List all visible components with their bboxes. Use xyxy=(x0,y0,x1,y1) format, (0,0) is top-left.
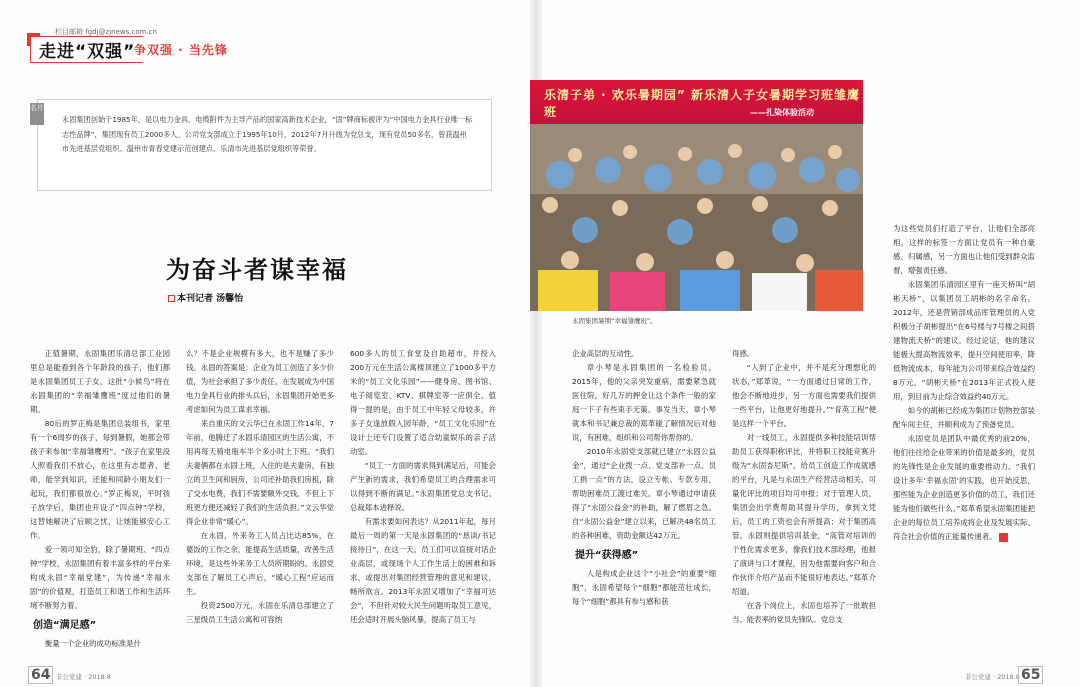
byline-text: 本刊记者 汤馨怡 xyxy=(177,294,244,304)
paragraph: 得感。 xyxy=(732,349,755,358)
photo-caption: 永固集团暑期“幸福雏鹰班”。 xyxy=(572,317,657,325)
section-heading: 创造“满足感” xyxy=(33,620,97,631)
profile-text: 永固集团创始于1985年，是以电力金具、电缆附件为主导产品的国家高新技术企业，“固”牌商标被评为“中国电力金具行业唯一标志性品牌”，集团现有员工2000多人。公司党支部成立于1995年10月，2012年7月升级为党总支，现有党员50多名，曾获温州市先进基层党组织、温州市青春党建示范创建点、乐清市先进基层党组织等荣誉。 xyxy=(62,115,473,153)
paragraph: 2010年永固党支部就已建立“永固公益金”，通过“企业拨一点、党支部补一点、员工捐一点”的方法，设立专帐、专款专用，帮助困难员工渡过难关。章小琴通过申请获得了“永固公益金”的补助，解了燃眉之急。自“永固公益金”建立以来，已解决48名员工的各种困难，资助金额达42万元。 xyxy=(572,447,716,540)
byline xyxy=(168,291,243,304)
paragraph: 章小琴是永固集团的一名检验员，2015年，他的父亲突发重病，需要紧急就医住院，好几万的押金让这个条件一般的家庭一下子有些束手无策。事发当天，章小琴就本和书记兼总裁的郑革碰了解情况后对他说，有困难，组织和公司帮你帮你的。 xyxy=(572,363,716,442)
paragraph: 正值暑期，永固集团乐清总部工业园里总是能看到各个年龄段的孩子，他们都是永固集团员工子女，这批“小候鸟”将在永固集团的“幸福雏鹰班”度过他们的暑期。 xyxy=(30,349,170,414)
text-column-3 xyxy=(350,347,496,627)
paragraph: 600多人的员工食堂及自助超市，并投入200万元在生活公寓楼顶建立了1000多平方米的“员工文化乐园”——健身房、图书馆、电子阅览室、KTV、棋牌室等一应俱全。值得一提的是，由于员工中年轻父母较多，许多子女逢放假入园年龄，“员工文化乐园”在设计上还专门设置了适合幼童娱乐的亲子活动室。 xyxy=(350,349,496,456)
paragraph: 企业高层的互动性。 xyxy=(572,349,639,358)
paragraph: 80后的罗正梅是集团总装组书，家里有一个6周岁的孩子，每到暑假，她都会带孩子来参加“幸福雏鹰班”。“孩子在家里没人照看我们不放心，在这里有志愿者、老师，能学到知识，还能和同龄小朋友们一起玩，我们都很放心。”罗正梅说，平时孩子放学后，集团也开设了“四点钟”学校，这替她解决了后顾之忧，让她能够安心工作。 xyxy=(30,419,170,540)
photo-banner-text: 乐清子弟 · 欢乐暑期园” 新乐清人子女暑期学习班雏鹰班 xyxy=(544,88,860,119)
page-number-right: 65 xyxy=(1018,666,1043,684)
paragraph: 投资2500万元，永固在乐清总部建立了三星级员工生活公寓和可容纳 xyxy=(186,601,334,624)
paragraph: 衡量一个企业的成功标准是什 xyxy=(44,639,141,648)
paragraph: 有需求要如何表达？从2011年起，每月最后一周的第一天是永固集团的“恳谈/书记接待日”，在这一天，员工们可以直接对话企业高层，或现场个人工作生活上的困难和诉求，或提出对集团经营管理的意见和建议，畅所欲言。2013年永固又增加了“幸福可达会”，不但针对较大民生问题听取员工意见，还会适时开展头脑风暴，提高了员工与 xyxy=(350,517,496,624)
paragraph: 对一线员工，永固提供多种技能培训帮助员工获得职称评比，并将职工技能竞赛升级为“永固杏尼斯”，给员工创造工作成就感的平台，凡是与永固生产经营活动相关，可量化评比的项目均可申报；对于管理人员，集团会出学费帮助其提升学历，拿到文凭后，员工的工资也会有所提高；对于集团高管，永固则提供培训基金，“高管对培训的个性化需求更多，像我们技术部经理，他报了演讲与口才课程，因为他需要向客户和合作伙伴介绍产品而不能很好地表达。”郑革介绍道。 xyxy=(732,433,876,596)
section-title: 走进“双强” xyxy=(39,42,136,62)
text-column-1 xyxy=(30,347,170,651)
section-slogan: 争双强 · 当先锋 xyxy=(134,43,228,57)
text-column-4 xyxy=(572,347,716,609)
photo-banner-sub: ——扎染体验活动 xyxy=(750,108,814,117)
paragraph: 么？不是企业规模有多大，也不是赚了多少钱。永固的答案是：企业为员工创造了多少价值，为社会承担了多少责任。在发展成为中国电力金具行业的排头兵后，永固集团开始更多考虑如何为员工谋求幸福。 xyxy=(186,349,334,414)
paragraph xyxy=(893,432,1035,544)
paragraph: 人是构成企业这个“小社会”的重要“细胞”，永固希望每个“细胞”都能茁壮成长，每个“细胞”都具有参与感和获 xyxy=(572,569,716,606)
column-mail: 栏目邮箱 fgdj@zjnews.com.cn xyxy=(55,28,157,36)
magazine-name-left: 非公党建 · 2018.8 xyxy=(56,673,111,681)
paragraph: 爱一领可知全豹，除了暑期班、“四点钟”学校，永固集团有着丰富多样的平台来构成永固“幸福党建”，为传递“幸福永固”的价值观，打造员工和谐工作和生活环境不断努力着。 xyxy=(30,545,170,610)
paragraph-text: 永固党员是团队中最优秀的前20%，他们往往给企业带来的价值是最多的，党员的先锋性是企业发展的重要推动力。“我们设计多年‘幸福永固’的实践，也开始反思，那些能为企业创造更多价值的员工，我们还能为他们做些什么。”郑革希望永固集团能把企业的每位员工培养成将企业及发展实际、符合社会价值的正能量传递者。 xyxy=(893,434,1035,541)
profile-tag: 名片 xyxy=(30,103,44,125)
page-number-left: 64 xyxy=(28,666,53,684)
magazine-name-right: 非公党建 · 2018.8 xyxy=(965,673,1020,681)
text-column-6 xyxy=(893,222,1035,544)
paragraph: 来自重庆的文云华已在永固工作14年，7年前，他腾迁了永固乐清园区的生活公寓，不用再每天骑电瓶车半个多小时上下班。“我们夫妻俩都在永固上班，入住的是夫妻房，有独立的卫生间和厨房，公司还补助我们房租，除了交水电费，我们不需要额外交钱，不但上下班更方便还减轻了我们的生活负担。”文云华觉得企业非常“暖心”。 xyxy=(186,419,334,526)
children-group-illustration xyxy=(530,80,863,311)
end-mark xyxy=(999,533,1008,542)
article-photo xyxy=(530,80,863,311)
paragraph: 永固集团乐清园区里有一座天桥叫“胡彬天桥”，以集团员工胡彬的名字命名。2012年，还是营销部成品库管理员的入党积极分子胡彬提出“在6号楼与7号楼之间搭建物流天桥”的建议。经过论证，他的建议能极大提高物流效率，提升空间使用率，降低物流成本，每年能为公司带来综合效益约8万元。“胡彬天桥”在2013年正式投入使用，到目前为止综合效益约40万元。 xyxy=(893,280,1035,401)
text-column-5 xyxy=(732,347,876,627)
paragraph: 如今的胡彬已经成为集团计划物控部装配车间主任，并顺利成为了预备党员。 xyxy=(893,406,1035,429)
text-column-2 xyxy=(186,347,334,627)
paragraph: 为这些党员们打造了平台，让他们全部亮相，这样的标签一方面让党员有一种自豪感、归属感，另一方面也让他们受到群众监督，增强责任感。 xyxy=(893,224,1035,275)
section-heading: 提升“获得感” xyxy=(575,550,639,561)
byline-marker xyxy=(168,295,175,302)
paragraph: “员工一方面的需求得到满足后，可能会产生新的需求，我们希望员工的合理需求可以得到不断的满足。”永固集团党总支书记、总裁郑本进释说。 xyxy=(350,461,496,512)
section-header xyxy=(30,36,143,63)
paragraph: 在各个岗位上，永固也培养了一批敢担当、能表率的党员先锋队。党总支 xyxy=(732,601,876,624)
article-title: 为奋斗者谋幸福 xyxy=(166,256,348,284)
paragraph: 在永固，外来务工人员占比达85%，在婆饭的工作之余，能提高生活质量，改善生活环境，是这些外来务工人员所期盼的。永固党支部在了解员工心声后，“暖心工程”应运而生。 xyxy=(186,531,334,596)
paragraph: “人到了企业中，并不是充分理想化的状态，”郑革说，“一方面通过日常的工作，他会不断地进步，另一方面也需要我们提供一些平台，让他更好地提升。”“育英工程”便是这样一个平台。 xyxy=(732,363,876,428)
